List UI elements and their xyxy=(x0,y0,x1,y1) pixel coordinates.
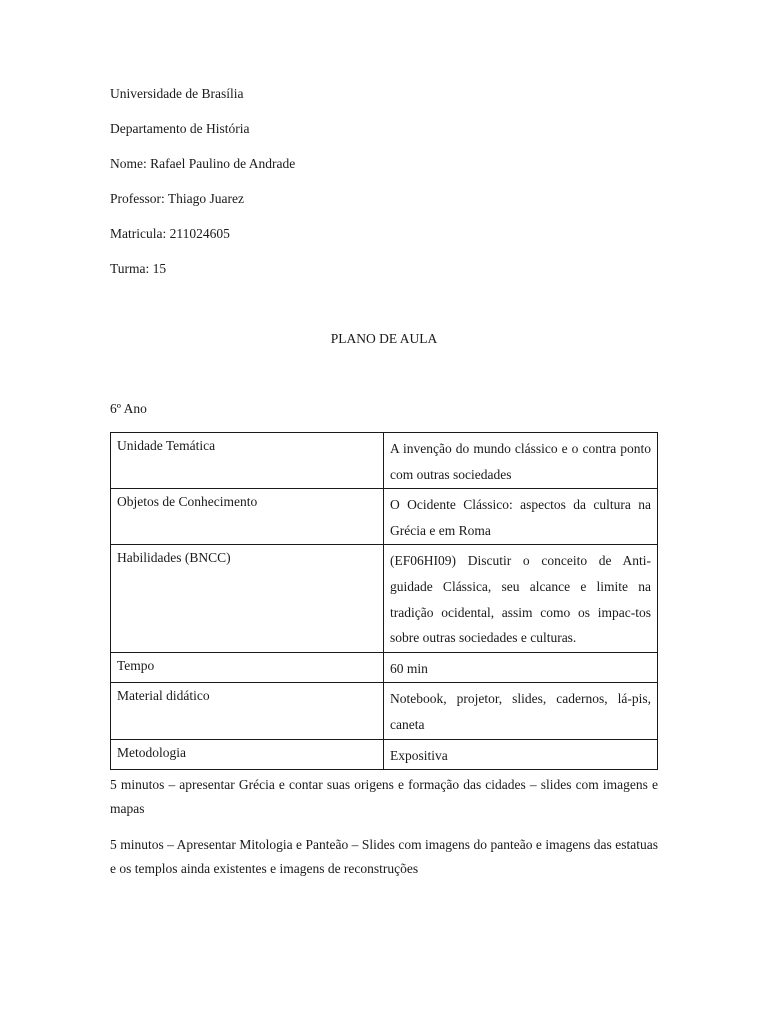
row-value: Expositiva xyxy=(384,739,658,770)
professor-line: Professor: Thiago Juarez xyxy=(110,191,244,206)
page-title: PLANO DE AULA xyxy=(330,331,438,346)
table-row xyxy=(111,489,658,545)
grade-line: 6º Ano xyxy=(110,401,147,416)
row-key: Tempo xyxy=(111,652,384,683)
row-value: 60 min xyxy=(384,652,658,683)
table-row xyxy=(111,739,658,770)
table-row xyxy=(111,433,658,489)
row-value: A invenção do mundo clássico e o contra ponto com outras sociedades xyxy=(384,433,658,489)
row-key: Habilidades (BNCC) xyxy=(111,545,384,652)
university-line: Universidade de Brasília xyxy=(110,86,244,101)
schedule-paragraph-2: 5 minutos – Apresentar Mitologia e Panteão – Slides com imagens do panteão e imagens das estatuas e os templos ainda existentes e imagens de reconstruções xyxy=(110,837,658,876)
class-line: Turma: 15 xyxy=(110,261,167,276)
row-key: Metodologia xyxy=(111,739,384,770)
row-value: (EF06HI09) Discutir o conceito de Anti-guidade Clássica, seu alcance e limite na tradição ocidental, assim como os impac-tos sobre outras sociedades e culturas. xyxy=(384,545,658,652)
department-line: Departamento de História xyxy=(110,121,250,136)
row-value: Notebook, projetor, slides, cadernos, lá-pis, caneta xyxy=(384,683,658,739)
table-row xyxy=(111,683,658,739)
student-name-line: Nome: Rafael Paulino de Andrade xyxy=(110,156,296,171)
row-value: O Ocidente Clássico: aspectos da cultura na Grécia e em Roma xyxy=(384,489,658,545)
row-key: Objetos de Conhecimento xyxy=(111,489,384,545)
registration-line: Matricula: 211024605 xyxy=(110,226,230,241)
table-row xyxy=(111,652,658,683)
table-row xyxy=(111,545,658,652)
schedule-paragraph-1: 5 minutos – apresentar Grécia e contar suas origens e formação das cidades – slides com imagens e mapas xyxy=(110,777,658,816)
row-key: Material didático xyxy=(111,683,384,739)
row-key: Unidade Temática xyxy=(111,433,384,489)
lesson-plan-table xyxy=(110,432,658,770)
